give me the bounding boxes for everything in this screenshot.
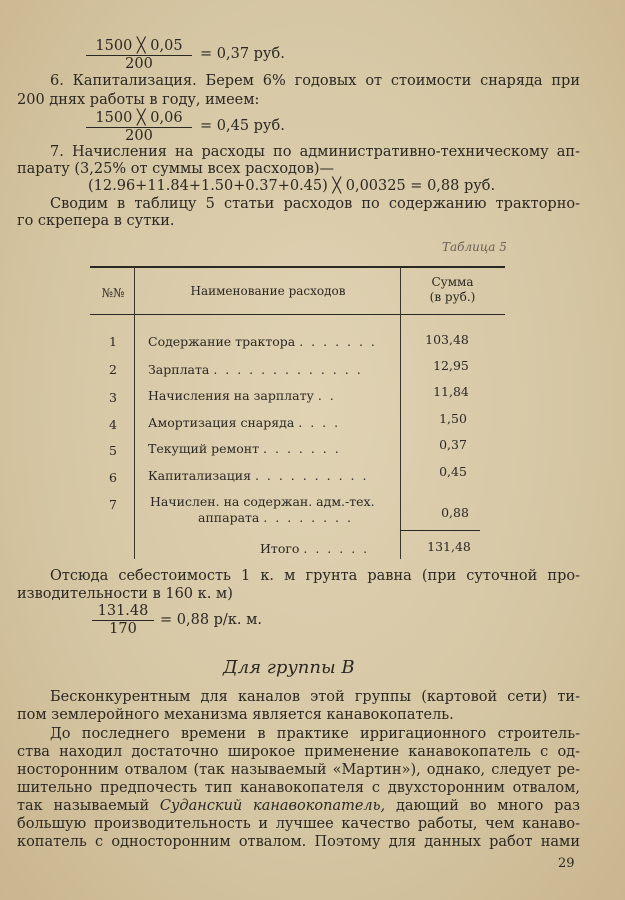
table-row-value: 0,45 (439, 464, 467, 479)
leader-dots: . . . . . . . . . . (254, 468, 369, 483)
section-line-1: Бесконкурентным для каналов этой группы (картовой сети) ти- (50, 689, 580, 705)
leader-dots: . . . . . . (303, 541, 370, 556)
table-row-num: 7 (109, 497, 117, 512)
table-row-value: 0,88 (441, 505, 469, 520)
table-total-label-text: Итого (260, 541, 300, 556)
formula-fraction-2 (86, 110, 192, 145)
item6-line1: 6. Капитализация. Берем 6% годовых от стоимости снаряда при (50, 73, 580, 89)
item6-line2: 200 днях работы в году, имеем: (17, 92, 260, 108)
table-row-name-line1: Начислен. на содержан. адм.-тех. (150, 494, 375, 509)
section-line-9: копатель с односторонним отвалом. Поэтому для данных работ нами (17, 834, 580, 850)
formula-fraction-3 (92, 603, 154, 638)
item7-line1: 7. Начисления на расходы по административно-техническому ап- (50, 144, 580, 160)
table-row-name-text: Зарплата (148, 362, 210, 377)
fraction-numerator: 131.48 (92, 603, 154, 621)
table-row-name-text: Начисления на зарплату (148, 388, 314, 403)
table-row-name-line2 (198, 510, 353, 525)
fraction-numerator: 1500 ╳ 0,05 (86, 38, 192, 56)
section-line-7 (17, 797, 580, 815)
table-row-value: 1,50 (439, 411, 467, 426)
table-row-name (148, 334, 377, 349)
table-row-value: 11,84 (433, 384, 469, 399)
formula-result-1: = 0,37 руб. (200, 46, 285, 62)
table-total-value: 131,48 (427, 539, 471, 554)
table-row-value: 103,48 (425, 332, 469, 347)
section-line-5: носторонним отвалом (так называемый «Мартин»), однако, следует ре- (17, 762, 580, 778)
item7-line2: парату (3,25% от суммы всех расходов)— (17, 161, 335, 177)
section-line-8: большую производительность и лучшее качество работы, чем канаво- (17, 816, 580, 832)
table-row-name (148, 388, 336, 403)
fraction-denominator: 170 (109, 621, 137, 637)
section-line-7-before: так называемый (17, 798, 150, 814)
table-row-name-text: Содержание трактора (148, 334, 296, 349)
table-row-name-text: Амортизация снаряда (148, 415, 295, 430)
section-line-2: пом землеройного механизма является канавокопатель. (17, 707, 454, 723)
table-row-num: 3 (109, 390, 117, 405)
table-row-name-text: Текущий ремонт (148, 441, 260, 456)
cost-line1: Отсюда себестоимость 1 к. м грунта равна (при суточной про- (50, 568, 580, 584)
table-row-name (148, 415, 340, 430)
table-row-name (148, 468, 368, 483)
table-header-num: №№ (101, 286, 125, 300)
fraction-denominator: 200 (125, 56, 153, 72)
summary-line2: го скрепера в сутки. (17, 213, 175, 229)
table-row-name (148, 362, 363, 377)
leader-dots: . . (317, 388, 336, 403)
table-row-num: 1 (109, 334, 117, 349)
table-col-divider-1 (134, 267, 135, 559)
section-heading: Для группы В (223, 657, 355, 678)
section-line-6: шительно предпочесть тип канавокопателя с двухсторонним отвалом, (17, 780, 580, 796)
item7-formula: (12.96+11.84+1.50+0.37+0.45) ╳ 0,00325 = 0,88 руб. (88, 178, 496, 194)
section-line-3: До последнего времени в практике ирригационного строитель- (50, 726, 580, 742)
sudan-excavator-term: Суданский канавокопатель, (159, 798, 386, 814)
leader-dots: . . . . . . . . (263, 510, 353, 525)
table-row-name (148, 441, 341, 456)
table-row-value: 12,95 (433, 358, 469, 373)
leader-dots: . . . . . . . . . . . . . (213, 362, 363, 377)
leader-dots: . . . . (298, 415, 341, 430)
table-row-num: 5 (109, 443, 117, 458)
table-header-rule (90, 314, 505, 315)
table-header-sum-line1: Сумма (431, 275, 474, 289)
table-header-name: Наименование расходов (190, 284, 346, 298)
table-header-sum (405, 275, 500, 305)
fraction-denominator: 200 (125, 128, 153, 144)
cost-line2: изводительности в 160 к. м) (17, 586, 233, 602)
summary-line1: Сводим в таблицу 5 статьи расходов по содержанию тракторно- (50, 196, 580, 212)
formula-fraction-1 (86, 38, 192, 73)
formula-result-2: = 0,45 руб. (200, 118, 285, 134)
page-number: 29 (558, 856, 575, 871)
table-header-sum-line2: (в руб.) (429, 290, 476, 304)
table-row-num: 4 (109, 417, 117, 432)
table-col-divider-2 (400, 267, 401, 559)
table-row-num: 2 (109, 362, 117, 377)
table-top-rule (90, 266, 505, 268)
table-row-name-text: Капитализация (148, 468, 251, 483)
fraction-numerator: 1500 ╳ 0,06 (86, 110, 192, 128)
table-total-label (260, 541, 369, 556)
leader-dots: . . . . . . . (299, 334, 377, 349)
leader-dots: . . . . . . . (263, 441, 341, 456)
section-line-4: ства находил достаточно широкое применение канавокопатель с од- (17, 744, 580, 760)
table-caption: Таблица 5 (442, 240, 507, 254)
section-line-7-after: дающий во много раз (395, 798, 581, 814)
table-row-num: 6 (109, 470, 117, 485)
table-row-value: 0,37 (439, 437, 467, 452)
table-total-rule (400, 530, 480, 531)
table-row-name-text: аппарата (198, 510, 260, 525)
formula-result-3: = 0,88 р/к. м. (160, 612, 262, 628)
